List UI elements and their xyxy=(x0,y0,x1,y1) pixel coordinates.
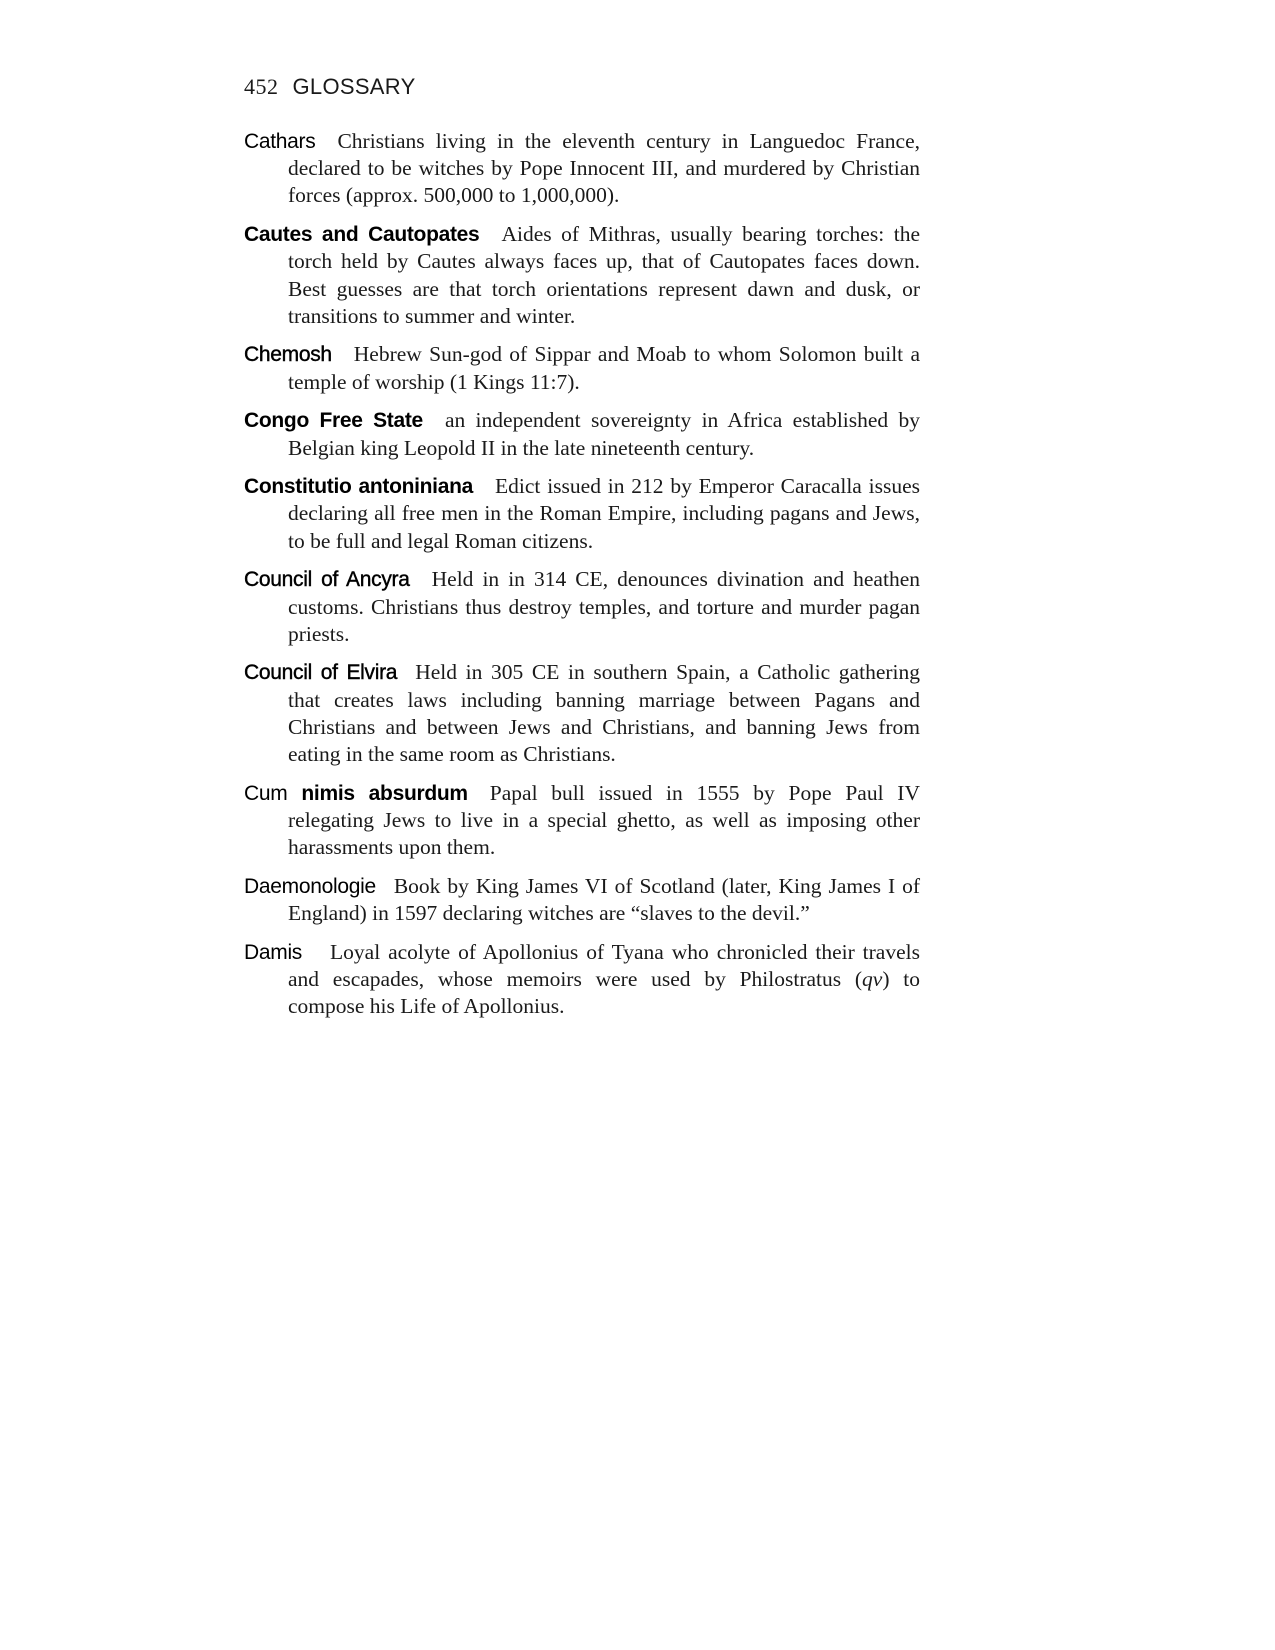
glossary-entry-constitutio-antoniniana xyxy=(244,473,920,555)
glossary-definition xyxy=(288,940,920,1018)
glossary-term-prefix: Cum xyxy=(244,781,288,805)
glossary-definition-italic: qv xyxy=(862,966,883,991)
glossary-term: Cautes and Cautopates xyxy=(244,223,480,247)
glossary-definition: Held in in 314 CE, denounces divination and heathen customs. Christians thus destroy temples, and torture and murder pagan priests. xyxy=(288,567,920,646)
glossary-definition: Edict issued in 212 by Emperor Caracalla issues declaring all free men in the Roman Empire, including pagans and Jews, to be full and legal Roman citizens. xyxy=(288,474,921,553)
glossary-entry-cautes-and-cautopates xyxy=(244,221,920,330)
glossary-entry-cum-nimis-absurdum xyxy=(244,780,920,862)
glossary-term: Damis xyxy=(244,940,303,964)
glossary-entry-cathars xyxy=(244,128,920,210)
glossary-definition: Christians living in the eleventh century in Languedoc France, declared to be witches by Pope Innocent III, and murdered by Christian forces (approx. 500,000 to 1,000,000). xyxy=(288,129,920,208)
glossary-term: Cathars xyxy=(244,130,316,153)
glossary-definition: Held in 305 CE in southern Spain, a Catholic gathering that creates laws including banning marriage between Pagans and Christians and between Jews and Christians, and banning Jews from eating in the same room as Christians. xyxy=(288,660,920,767)
glossary-list xyxy=(244,128,920,1032)
glossary-term: Daemonologie xyxy=(244,874,376,898)
glossary-term: Council of Elvira xyxy=(244,661,398,685)
glossary-term: Council of Ancyra xyxy=(244,568,410,592)
glossary-definition: Book by King James VI of Scotland (later, King James I of England) in 1597 declaring witches are “slaves to the devil.” xyxy=(288,873,920,926)
glossary-definition: Papal bull issued in 1555 by Pope Paul IV relegating Jews to live in a special ghetto, as well as imposing other harassments upon them. xyxy=(288,780,920,860)
glossary-definition-text: Loyal acolyte of Apollonius of Tyana who chronicled their travels and escapades, whose memoirs were used by Philostratus ( xyxy=(288,939,920,991)
running-head xyxy=(244,74,920,106)
glossary-entry-damis xyxy=(244,939,920,1021)
glossary-entry-council-of-ancyra xyxy=(244,566,920,648)
glossary-entry-chemosh xyxy=(244,341,920,395)
glossary-entry-congo-free-state xyxy=(244,407,920,461)
glossary-definition: Aides of Mithras, usually bearing torches: the torch held by Cautes always faces up, that of Cautopates faces down. Best guesses are that torch orientations represent dawn and dusk, or transitions to summer and winter. xyxy=(288,222,920,328)
glossary-definition: an independent sovereignty in Africa established by Belgian king Leopold II in the late nineteenth century. xyxy=(288,408,921,460)
glossary-entry-daemonologie xyxy=(244,873,920,927)
glossary-definition-text: ) to compose his Life of Apollonius. xyxy=(288,966,920,1019)
glossary-term: Constitutio antoniniana xyxy=(244,475,474,499)
glossary-term xyxy=(244,782,468,805)
glossary-definition: Hebrew Sun-god of Sippar and Moab to whom Solomon built a temple of worship (1 Kings 11:7). xyxy=(288,342,920,394)
glossary-term: Congo Free State xyxy=(244,409,423,433)
running-title: GLOSSARY xyxy=(292,74,416,99)
glossary-term: Chemosh xyxy=(244,343,332,367)
glossary-term-main: nimis absurdum xyxy=(301,781,468,805)
glossary-entry-council-of-elvira xyxy=(244,659,920,768)
page-number: 452 xyxy=(244,74,279,99)
